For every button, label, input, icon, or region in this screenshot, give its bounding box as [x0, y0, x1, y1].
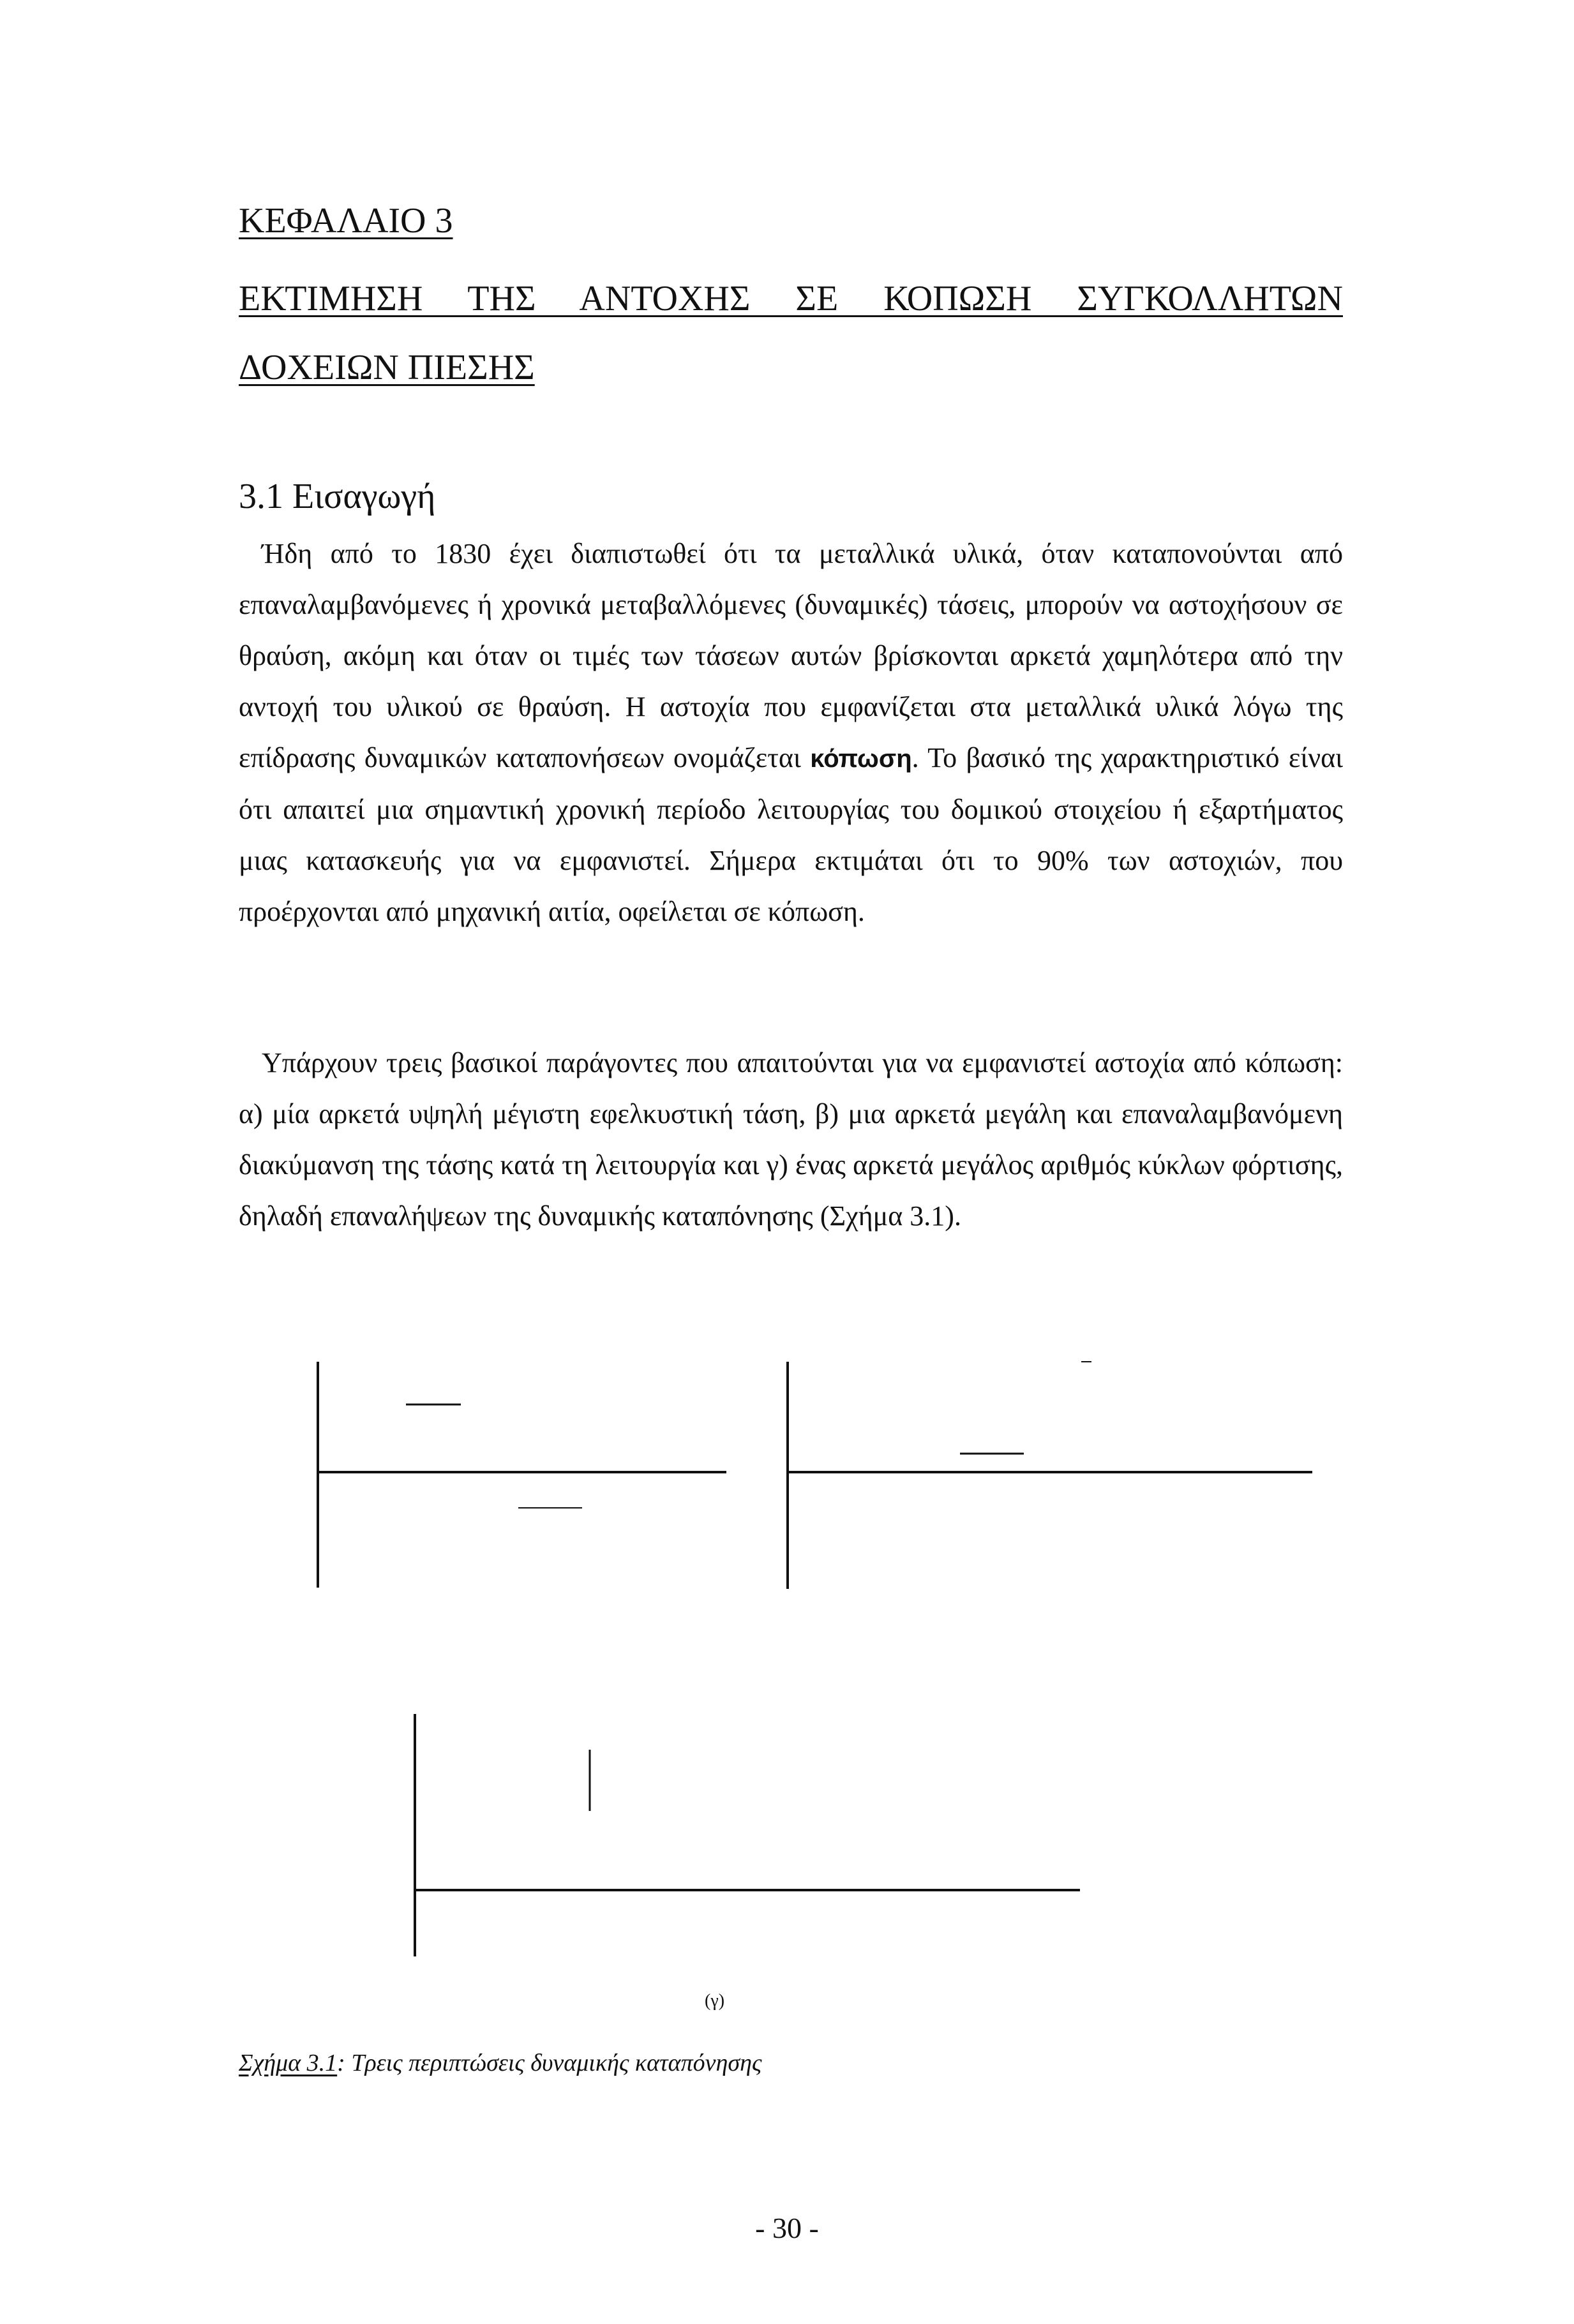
paragraph-1-text-b: . Το βασικό της χαρακτηριστικό είναι ότι απαιτεί μια σημαντική χρονική περίοδο λειτουργίας του δομικού στοιχείου ή εξαρτήματος μιας κατασκευής για να εμφανιστεί. Σήμερα εκτιμάται ότι το 90% των αστοχιών, που προέρχονται από μηχανική αιτία, οφείλεται σε κόπωση.	[239, 742, 1343, 927]
paragraph-1-text-a: Ήδη από το 1830 έχει διαπιστωθεί ότι τα μεταλλικά υλικά, όταν καταπονούνται από επαναλαμβανόμενες ή χρονικά μεταβαλλόμενες (δυναμικές) τάσεις, μπορούν να αστοχήσουν σε θραύση, ακόμη και όταν οι τιμές των τάσεων αυτών βρίσκονται αρκετά χαμηλότερα από την αντοχή του υλικού σε θραύση. Η αστοχία που εμφανίζεται στα μεταλλικά υλικά λόγω της επίδρασης δυναμικών καταπονήσεων ονομάζεται	[239, 538, 1343, 773]
intro-paragraph-1	[239, 528, 1343, 937]
paragraph-2-text: Υπάρχουν τρεις βασικοί παράγοντες που απαιτούνται για να εμφανιστεί αστοχία από κόπωση: α) μία αρκετά υψηλή μέγιστη εφελκυστική τάση, β) μια αρκετά μεγάλη και επαναλαμβανόμενη διακύμανση της τάσης κατά τη λειτουργία και γ) ένας αρκετά μεγάλος αριθμός κύκλων φόρτισης, δηλαδή επαναλήψεων της δυναμικής καταπόνησης (Σχήμα 3.1).	[239, 1047, 1343, 1232]
chapter-title-line2: ΔΟΧΕΙΩΝ ΠΙΕΣΗΣ	[239, 348, 535, 387]
figure-caption-label: Σχήμα 3.1	[239, 2050, 338, 2076]
page-number: - 30 -	[755, 2212, 819, 2244]
section-title: 3.1 Εισαγωγή	[239, 477, 436, 516]
fatigue-term: κόπωση	[810, 745, 912, 773]
figure-caption	[239, 2047, 761, 2079]
figure-sublabel-c: (γ)	[705, 1991, 725, 2011]
chapter-label: ΚΕΦΑΛΑΙΟ 3	[239, 201, 453, 241]
figure-caption-text: : Τρεις περιπτώσεις δυναμικής καταπόνησης	[337, 2050, 762, 2076]
intro-paragraph-2	[239, 1038, 1343, 1242]
chapter-title-line1: ΕΚΤΙΜΗΣΗ ΤΗΣ ΑΝΤΟΧΗΣ ΣΕ ΚΟΠΩΣΗ ΣΥΓΚΟΛΛΗΤΩΝ	[239, 279, 1343, 318]
